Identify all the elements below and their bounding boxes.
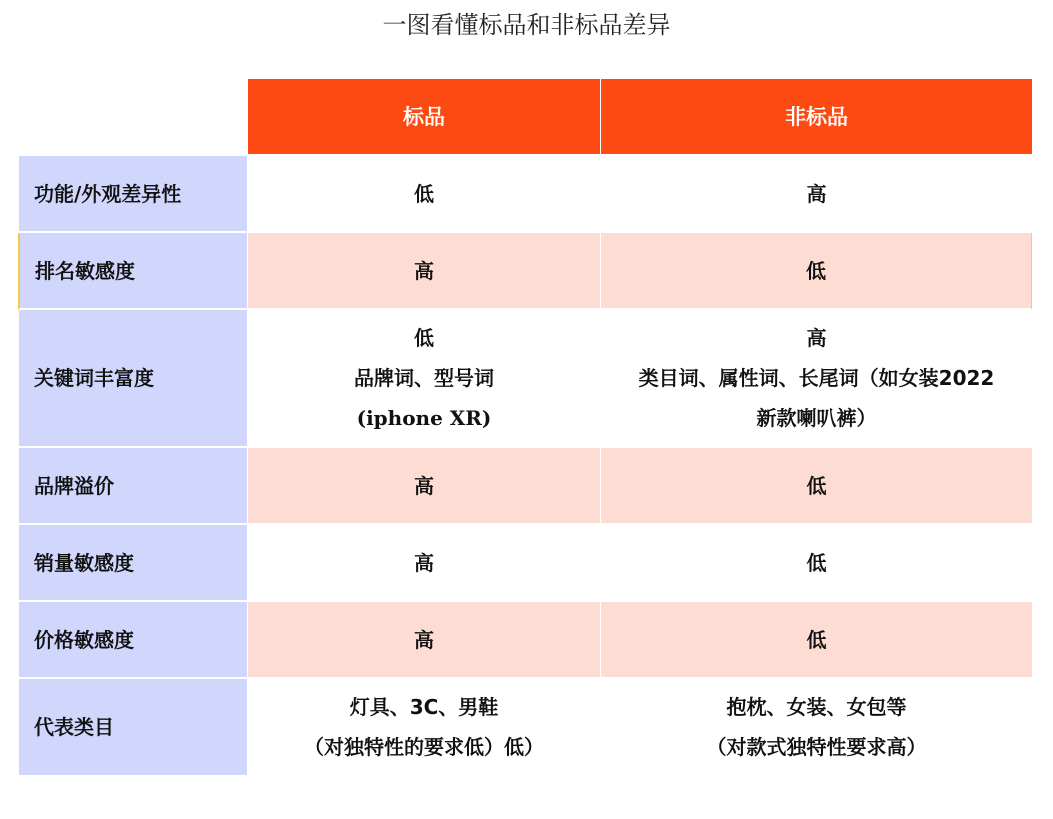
cell-nonstandard: [600, 448, 1032, 525]
cell-text: （对独特性的要求低）低）: [304, 735, 544, 759]
row-label: 价格敏感度: [18, 602, 247, 679]
cell-text: 高: [806, 326, 827, 350]
cell-text: 高: [414, 550, 434, 575]
cell-text: 低: [414, 181, 434, 206]
cell-text: 新款喇叭裤）: [756, 406, 877, 430]
cell-text: 高: [806, 181, 827, 206]
page-title: 一图看懂标品和非标品差异: [382, 11, 671, 39]
cell-text: 抱枕、女装、女包等: [726, 695, 907, 719]
cell-standard: [247, 448, 600, 525]
row-label: 排名敏感度: [18, 233, 247, 310]
cell-text: 低: [806, 627, 827, 652]
row-label: 关键词丰富度: [18, 310, 247, 448]
row-label: 品牌溢价: [18, 448, 247, 525]
cell-standard: [247, 602, 600, 679]
cell-standard: [247, 233, 600, 310]
cell-nonstandard: [600, 233, 1032, 310]
comparison-table: [18, 79, 1032, 777]
cell-text: 高: [414, 258, 434, 283]
cell-text: 灯具、3C、男鞋: [349, 695, 499, 719]
cell-standard: [247, 525, 600, 602]
row-label: 功能/外观差异性: [18, 156, 247, 233]
cell-text: (iphone XR): [356, 406, 492, 430]
header-nonstandard: 非标品: [600, 79, 1032, 156]
cell-text: 低: [806, 258, 826, 283]
table-corner: [18, 79, 247, 156]
cell-text: 高: [414, 473, 434, 498]
cell-text: 品牌词、型号词: [354, 366, 494, 390]
cell-nonstandard: [600, 679, 1032, 777]
row-label: 销量敏感度: [18, 525, 247, 602]
cell-nonstandard: [600, 602, 1032, 679]
row-label: 代表类目: [18, 679, 247, 777]
cell-nonstandard: [600, 310, 1032, 448]
cell-standard: [247, 679, 600, 777]
cell-text: 高: [414, 627, 434, 652]
cell-standard: [247, 310, 600, 448]
cell-text: 低: [414, 326, 434, 350]
cell-text: 低: [806, 550, 827, 575]
cell-text: 类目词、属性词、长尾词（如女装2022: [638, 366, 995, 390]
header-standard: 标品: [247, 79, 600, 156]
cell-text: 低: [806, 473, 827, 498]
cell-text: （对款式独特性要求高）: [706, 735, 927, 759]
cell-standard: [247, 156, 600, 233]
cell-nonstandard: [600, 525, 1032, 602]
cell-nonstandard: [600, 156, 1032, 233]
